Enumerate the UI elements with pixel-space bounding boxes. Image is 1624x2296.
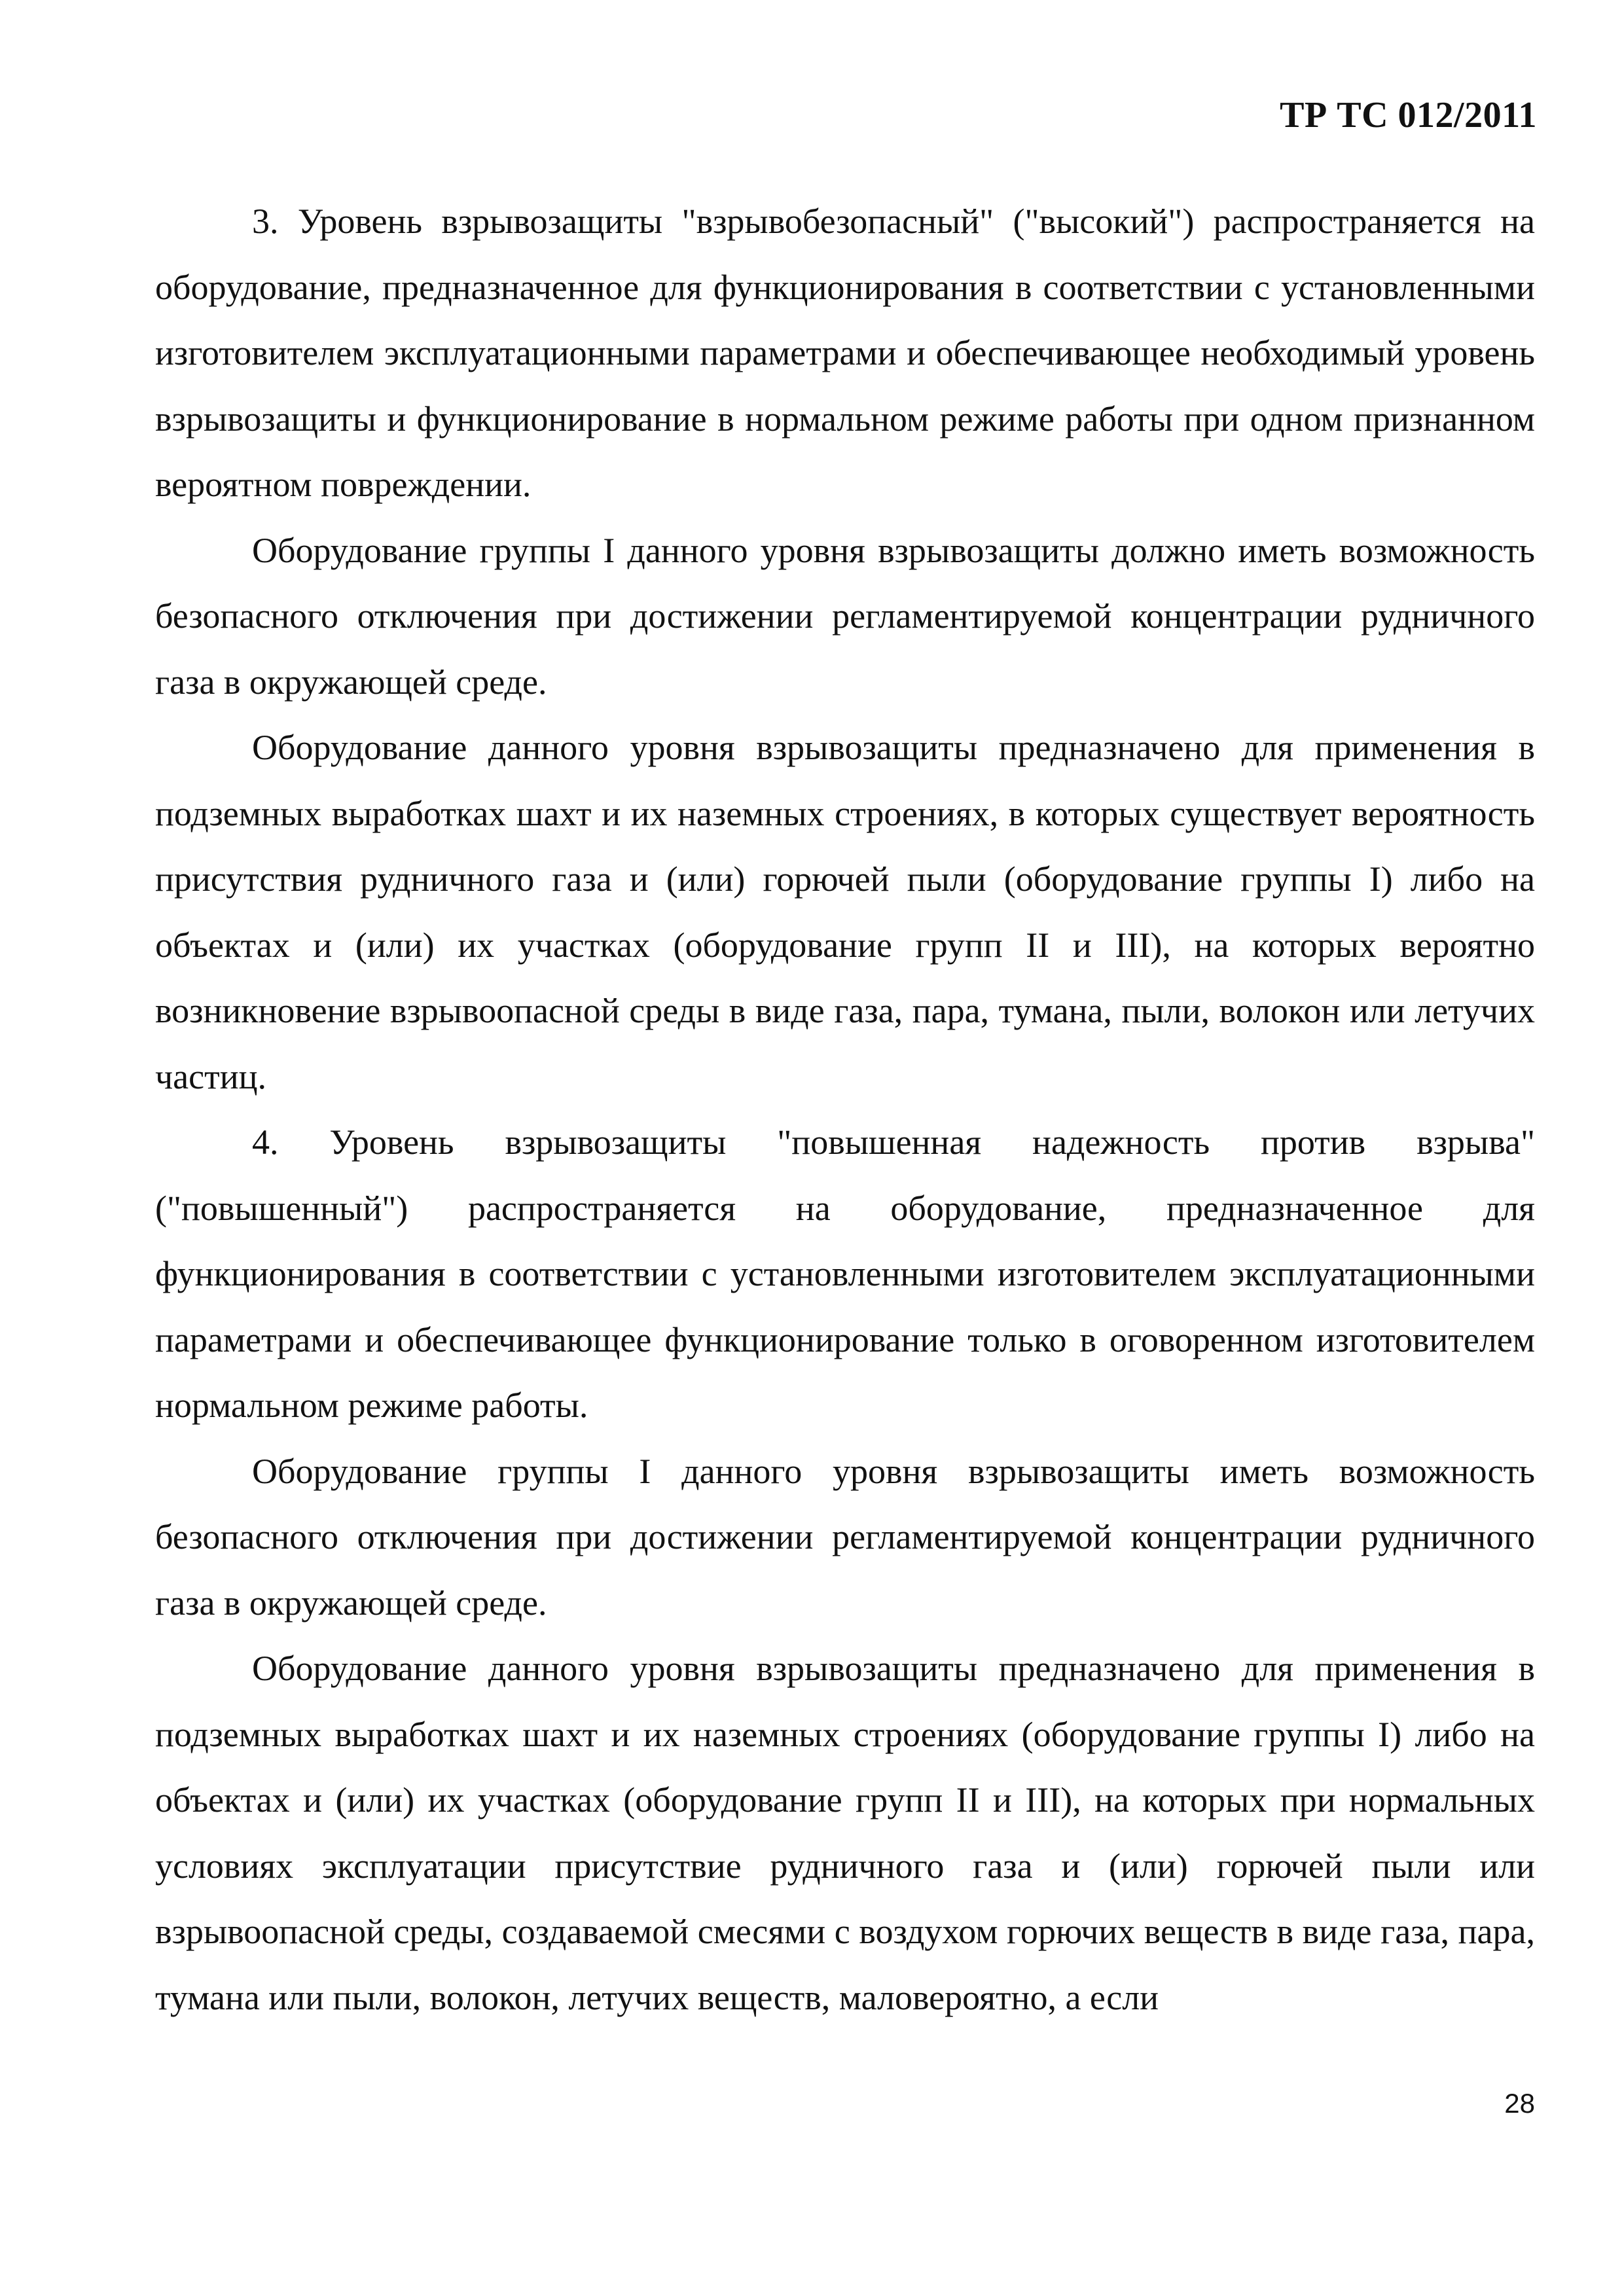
page-number: 28 [1504,2088,1535,2119]
paragraph-level-high: 3. Уровень взрывозащиты "взрывобезопасный" ("высокий") распространяется на оборудование, предназначенное для функционирования в соответствии с установленными изготовителем эксплуатационными параметрами и обеспечивающее необходимый уровень взрывозащиты и функционирование в нормальном режиме работы при одном признанном вероятном повреждении. [155,202,1535,504]
paragraph-application-increased: Оборудование данного уровня взрывозащиты предназначено для применения в подземных выработках шахт и их наземных строениях (оборудование группы I) либо на объектах и (или) их участках (оборудование групп II и III), на которых при нормальных условиях эксплуатации присутствие рудничного газа и (или) горючей пыли или взрывоопасной среды, создаваемой смесями с воздухом горючих веществ в виде газа, пара, тумана или пыли, волокон, летучих веществ, маловероятно, а если [155,1649,1535,2017]
paragraph-application-high: Оборудование данного уровня взрывозащиты предназначено для применения в подземных выработках шахт и их наземных строениях, в которых существует вероятность присутствия рудничного газа и (или) горючей пыли (оборудование группы I) либо на объектах и (или) их участках (оборудование групп II и III), на которых вероятно возникновение взрывоопасной среды в виде газа, пара, тумана, пыли, волокон или летучих частиц. [155,728,1535,1096]
paragraph-level-increased: 4. Уровень взрывозащиты "повышенная надежность против взрыва" ("повышенный") распространяется на оборудование, предназначенное для функционирования в соответствии с установленными изготовителем эксплуатационными параметрами и обеспечивающее функционирование только в оговоренном изготовителем нормальном режиме работы. [155,1122,1535,1425]
paragraph-group-i-shutdown-high: Оборудование группы I данного уровня взрывозащиты должно иметь возможность безопасного отключения при достижении регламентируемой концентрации рудничного газа в окружающей среде. [155,530,1535,702]
paragraph-group-i-shutdown-increased: Оборудование группы I данного уровня взрывозащиты иметь возможность безопасного отключения при достижении регламентируемой концентрации рудничного газа в окружающей среде. [155,1451,1535,1623]
document-body [155,188,1535,2030]
document-header: ТР ТС 012/2011 [1280,95,1537,135]
